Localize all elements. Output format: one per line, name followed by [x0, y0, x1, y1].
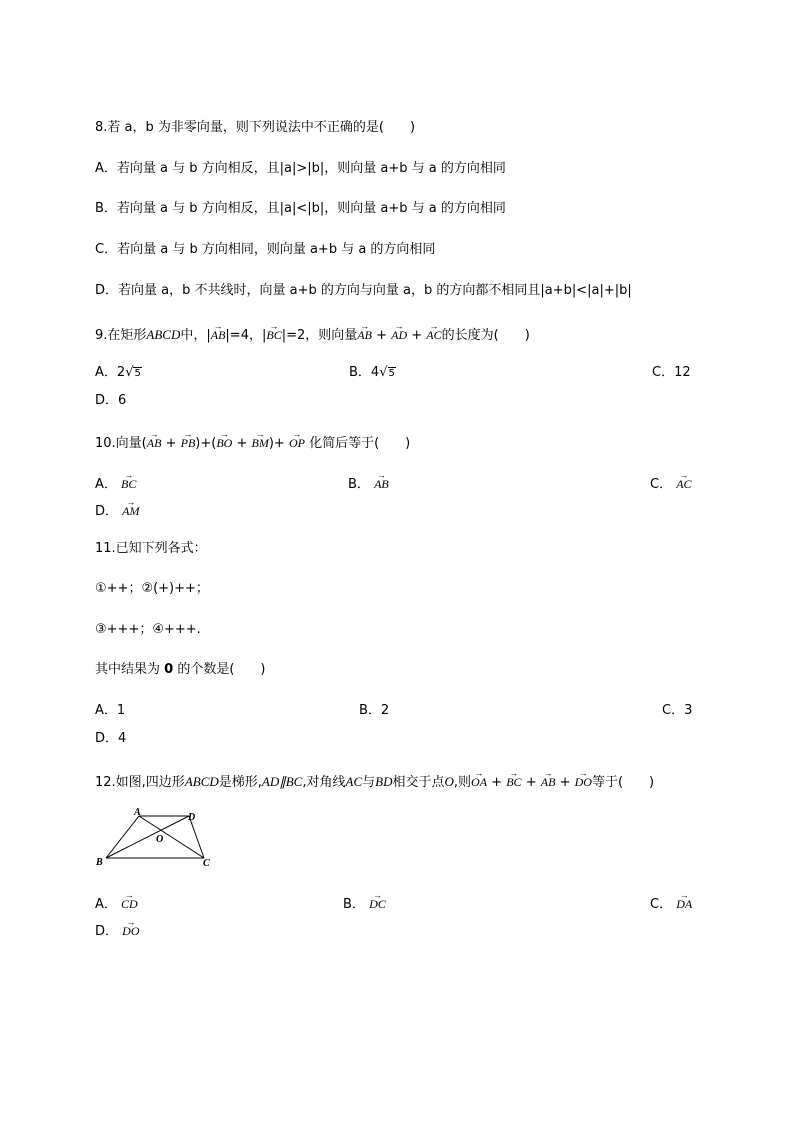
label-o: O — [156, 834, 164, 845]
q11-option-a: A．1 — [95, 703, 126, 718]
q8-option-a: A．若向量 a 与 b 方向相反，且|a|>|b|，则向量 a+b 与 a 的方向相同 — [95, 161, 506, 176]
vector-bo: → BO — [216, 431, 232, 452]
vector-bc: → BC — [506, 770, 521, 791]
q9-option-d: D．6 — [95, 393, 127, 408]
diagonal-bd — [106, 816, 189, 858]
vector-ab: → AB — [211, 323, 226, 344]
q8-option-c: C．若向量 a 与 b 方向相同，则向量 a+b 与 a 的方向相同 — [95, 242, 436, 257]
label-a: A — [134, 807, 141, 818]
q12-option-c: C． → DA — [650, 892, 692, 914]
q9-stem: 9.在矩形ABCD中，|→ AB|=4，|→ BC|=2，则向量→ AB + → AD + → AC的长度为( ) — [95, 323, 530, 345]
vector-oa: → OA — [471, 770, 487, 791]
label-d: D — [188, 812, 196, 823]
vector-ab: → AB — [147, 431, 162, 452]
q10-option-b: B． → AB — [348, 472, 389, 494]
q10-option-c: C． → AC — [650, 472, 692, 494]
vector-ad: → AD — [391, 323, 407, 344]
q12-option-b: B． → DC — [343, 892, 386, 914]
label-c: C — [203, 858, 210, 869]
q10-stem: 10.向量(→ AB + → PB)+(→ BO + → BM)+ → OP 化简后等于( ) — [95, 431, 410, 453]
q8-option-d: D．若向量 a，b 不共线时，向量 a+b 的方向与向量 a，b 的方向都不相同且|a+b|<|a|+|b| — [95, 283, 632, 298]
q9-option-c: C．12 — [652, 365, 691, 380]
q8-option-b: B．若向量 a 与 b 方向相反，且|a|<|b|，则向量 a+b 与 a 的方向相同 — [95, 201, 506, 216]
q11-option-b: B．2 — [359, 703, 390, 718]
q10-option-d: D． → AM — [95, 499, 139, 521]
q11-option-c: C．3 — [662, 703, 693, 718]
q11-stem: 11.已知下列各式： — [95, 541, 207, 556]
q10-option-a: A． → BC — [95, 472, 136, 494]
q11-expressions-1: ①++；②(+)++； — [95, 581, 209, 596]
vector-op: → OP — [289, 431, 305, 452]
vector-bc: → BC — [266, 323, 281, 344]
vector-ab: → AB — [541, 770, 556, 791]
vector-bm: → BM — [252, 431, 269, 452]
vector-ab: → AB — [357, 323, 372, 344]
q12-stem: 12.如图,四边形ABCD是梯形,AD∥BC,对角线AC与BD相交于点O,则→ OA + → BC + → AB + → DO等于( ) — [95, 770, 654, 792]
side-ab — [106, 816, 139, 858]
vector-ac: → AC — [426, 323, 441, 344]
label-b: B — [96, 857, 103, 868]
q12-option-d: D． → DO — [95, 919, 140, 941]
vector-pb: → PB — [181, 431, 196, 452]
trapezoid-figure — [92, 806, 217, 872]
q11-expressions-2: ③+++；④+++. — [95, 622, 201, 637]
q9-option-a: A．2√5 — [95, 365, 141, 380]
q11-question: 其中结果为 0 的个数是( ) — [95, 662, 266, 677]
q11-option-d: D．4 — [95, 731, 127, 746]
q9-option-b: B．4√5 — [349, 365, 395, 380]
q12-option-a: A． → CD — [95, 892, 138, 914]
vector-do: → DO — [575, 770, 592, 791]
q8-stem: 8.若 a，b 为非零向量，则下列说法中不正确的是( ) — [95, 120, 416, 135]
